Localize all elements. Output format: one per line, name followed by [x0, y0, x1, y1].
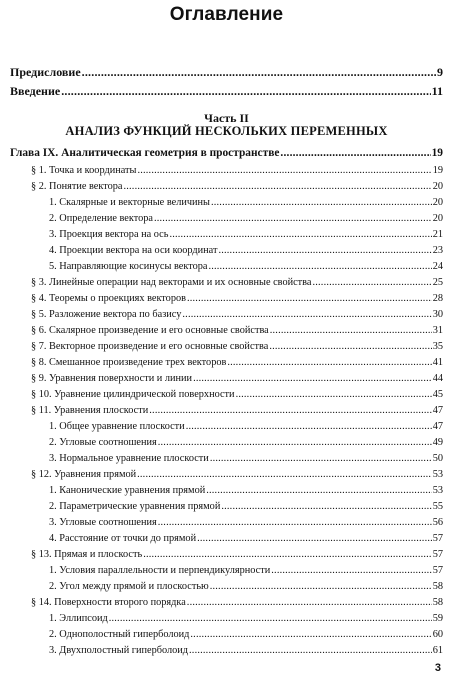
- toc-entry-page: 21: [432, 229, 443, 240]
- toc-entry: [0, 197, 453, 209]
- toc-entry-page: 11: [431, 84, 443, 98]
- toc-entry-page: 9: [437, 65, 443, 79]
- dot-leader: [137, 165, 431, 177]
- dot-leader: [82, 66, 436, 78]
- toc-entry-title: 1. Условия параллельности и перпендикулярности: [49, 565, 271, 576]
- dot-leader: [193, 373, 432, 385]
- toc-entry-page: 25: [432, 277, 443, 288]
- toc-entry: [0, 357, 453, 369]
- toc-entry: [0, 325, 453, 337]
- dot-leader: [197, 533, 432, 545]
- toc-entry-page: 57: [432, 565, 443, 576]
- toc-entry-page: 57: [432, 533, 443, 544]
- dot-leader: [270, 325, 432, 337]
- toc-entry-page: 47: [432, 405, 443, 416]
- toc-entry-page: 58: [432, 581, 443, 592]
- toc-entry-title: 2. Угловые соотношения: [49, 437, 157, 448]
- toc-entry-title: 1. Скалярные и векторные величины: [49, 197, 210, 208]
- toc-entry: [0, 229, 453, 241]
- toc-entry-title: 2. Угол между прямой и плоскостью: [49, 581, 209, 592]
- toc-entry: [0, 549, 453, 561]
- dot-leader: [158, 437, 432, 449]
- toc-entry: [0, 421, 453, 433]
- toc-entry: [0, 293, 453, 305]
- dot-leader: [280, 147, 430, 159]
- toc-entry: [0, 245, 453, 257]
- toc-entry: [0, 517, 453, 529]
- dot-leader: [158, 517, 432, 529]
- dot-leader: [169, 229, 431, 241]
- dot-leader: [187, 597, 432, 609]
- toc-entry-title: 2. Однополостный гиперболоид: [49, 629, 190, 640]
- toc-entry-title: § 4. Теоремы о проекциях векторов: [31, 293, 186, 304]
- toc-entry-page: 45: [432, 389, 443, 400]
- toc-entry: [0, 277, 453, 289]
- toc-entry: [0, 405, 453, 417]
- dot-leader: [269, 341, 431, 353]
- dot-leader: [210, 453, 432, 465]
- toc-entry-title: § 8. Смешанное произведение трех векторов: [31, 357, 227, 368]
- toc-entry: [0, 533, 453, 545]
- toc-entry-page: 20: [432, 213, 443, 224]
- toc-entry-page: 59: [432, 613, 443, 624]
- dot-leader: [154, 213, 432, 225]
- part-title: АНАЛИЗ ФУНКЦИЙ НЕСКОЛЬКИХ ПЕРЕМЕННЫХ: [65, 124, 388, 138]
- toc-entry-page: 58: [432, 597, 443, 608]
- toc-entry-page: 35: [432, 341, 443, 352]
- toc-entry: [0, 453, 453, 465]
- toc-entry: [0, 389, 453, 401]
- dot-leader: [137, 469, 432, 481]
- toc-entry-title: 2. Определение вектора: [49, 213, 153, 224]
- toc-entry-page: 23: [432, 245, 443, 256]
- toc-entry-title: § 2. Понятие вектора: [31, 181, 123, 192]
- toc-entry-page: 44: [432, 373, 443, 384]
- toc-entry-page: 50: [432, 453, 443, 464]
- toc-entry-page: 19: [431, 147, 443, 159]
- toc-entry-title: § 13. Прямая и плоскость: [31, 549, 143, 560]
- toc-entry-title: 5. Направляющие косинусы вектора: [49, 261, 208, 272]
- toc-entry-title: 4. Проекции вектора на оси координат: [49, 245, 218, 256]
- toc-entry-page: 24: [432, 261, 443, 272]
- toc-entry: [0, 181, 453, 193]
- toc-entry-title: § 9. Уравнения поверхности и линии: [31, 373, 193, 384]
- toc-entry-title: § 6. Скалярное произведение и его основные свойства: [31, 325, 269, 336]
- dot-leader: [143, 549, 432, 561]
- toc-entry-page: 61: [432, 645, 443, 656]
- dot-leader: [123, 181, 431, 193]
- dot-leader: [227, 357, 431, 369]
- dot-leader: [218, 245, 431, 257]
- toc-entry-title: § 5. Разложение вектора по базису: [31, 309, 182, 320]
- toc-entry-title: Предисловие: [10, 65, 81, 79]
- dot-leader: [187, 293, 432, 305]
- toc-front-preface: [0, 66, 453, 78]
- dot-leader: [312, 277, 431, 289]
- toc-entry-title: Введение: [10, 84, 61, 98]
- toc-entry: [0, 261, 453, 273]
- toc-entry-page: 20: [432, 181, 443, 192]
- toc-entry: [0, 373, 453, 385]
- toc-entry-page: 53: [432, 469, 443, 480]
- dot-leader: [206, 485, 431, 497]
- toc-entry-title: § 1. Точка и координаты: [31, 165, 137, 176]
- toc-entry-title: 4. Расстояние от точки до прямой: [49, 533, 197, 544]
- dot-leader: [189, 645, 432, 657]
- toc-entry-title: § 11. Уравнения плоскости: [31, 405, 149, 416]
- dot-leader: [221, 501, 431, 513]
- toc-entry-page: 60: [432, 629, 443, 640]
- toc-entry-page: 47: [432, 421, 443, 432]
- toc-entry: [0, 565, 453, 577]
- toc-entry-title: § 12. Уравнения прямой: [31, 469, 137, 480]
- toc-entry-page: 31: [432, 325, 443, 336]
- dot-leader: [61, 85, 430, 97]
- dot-leader: [210, 581, 432, 593]
- toc-entry-title: 2. Параметрические уравнения прямой: [49, 501, 221, 512]
- dot-leader: [149, 405, 431, 417]
- toc-entry-page: 19: [432, 165, 443, 176]
- toc-entry: [0, 581, 453, 593]
- toc-entry-page: 55: [432, 501, 443, 512]
- dot-leader: [208, 261, 431, 273]
- toc-entry-title: 1. Эллипсоид: [49, 613, 108, 624]
- toc-entry-title: 3. Проекция вектора на ось: [49, 229, 169, 240]
- dot-leader: [190, 629, 431, 641]
- toc-entry: [0, 501, 453, 513]
- toc-entry-title: 3. Нормальное уравнение плоскости: [49, 453, 209, 464]
- toc-chapter: [0, 147, 453, 159]
- toc-entry: [0, 485, 453, 497]
- toc-entry-title: 3. Двухполостный гиперболоид: [49, 645, 189, 656]
- toc-front-intro: [0, 85, 453, 97]
- toc-entry-page: 41: [432, 357, 443, 368]
- part-label: Часть II: [204, 111, 249, 125]
- toc-entry: [0, 597, 453, 609]
- toc-entry: [0, 341, 453, 353]
- toc-entry-title: § 7. Векторное произведение и его основные свойства: [31, 341, 269, 352]
- toc-entry: [0, 309, 453, 321]
- toc-entry-page: 20: [432, 197, 443, 208]
- toc-entry: [0, 469, 453, 481]
- toc-entry: [0, 437, 453, 449]
- toc-entry-page: 56: [432, 517, 443, 528]
- dot-leader: [236, 389, 432, 401]
- toc-entry-title: § 14. Поверхности второго порядка: [31, 597, 186, 608]
- toc-entry-title: 1. Общее уравнение плоскости: [49, 421, 185, 432]
- toc-entry: [0, 165, 453, 177]
- page-title: Оглавление: [169, 4, 284, 25]
- toc-entry-page: 30: [432, 309, 443, 320]
- dot-leader: [109, 613, 432, 625]
- toc-entry-page: 53: [432, 485, 443, 496]
- toc-entry-page: 49: [432, 437, 443, 448]
- dot-leader: [186, 421, 432, 433]
- toc-entry-title: Глава IX. Аналитическая геометрия в пространстве: [10, 147, 280, 159]
- toc-entry-title: § 3. Линейные операции над векторами и их основные свойства: [31, 277, 312, 288]
- page-number: 3: [434, 662, 441, 674]
- toc-entry-page: 57: [432, 549, 443, 560]
- toc-entry: [0, 213, 453, 225]
- dot-leader: [211, 197, 432, 209]
- toc-entry: [0, 613, 453, 625]
- toc-entry-title: 3. Угловые соотношения: [49, 517, 157, 528]
- toc-entry: [0, 645, 453, 657]
- toc-entry-title: § 10. Уравнение цилиндрической поверхности: [31, 389, 235, 400]
- toc-entry-page: 28: [432, 293, 443, 304]
- toc-entry: [0, 629, 453, 641]
- toc-entry-title: 1. Канонические уравнения прямой: [49, 485, 206, 496]
- dot-leader: [182, 309, 431, 321]
- dot-leader: [271, 565, 431, 577]
